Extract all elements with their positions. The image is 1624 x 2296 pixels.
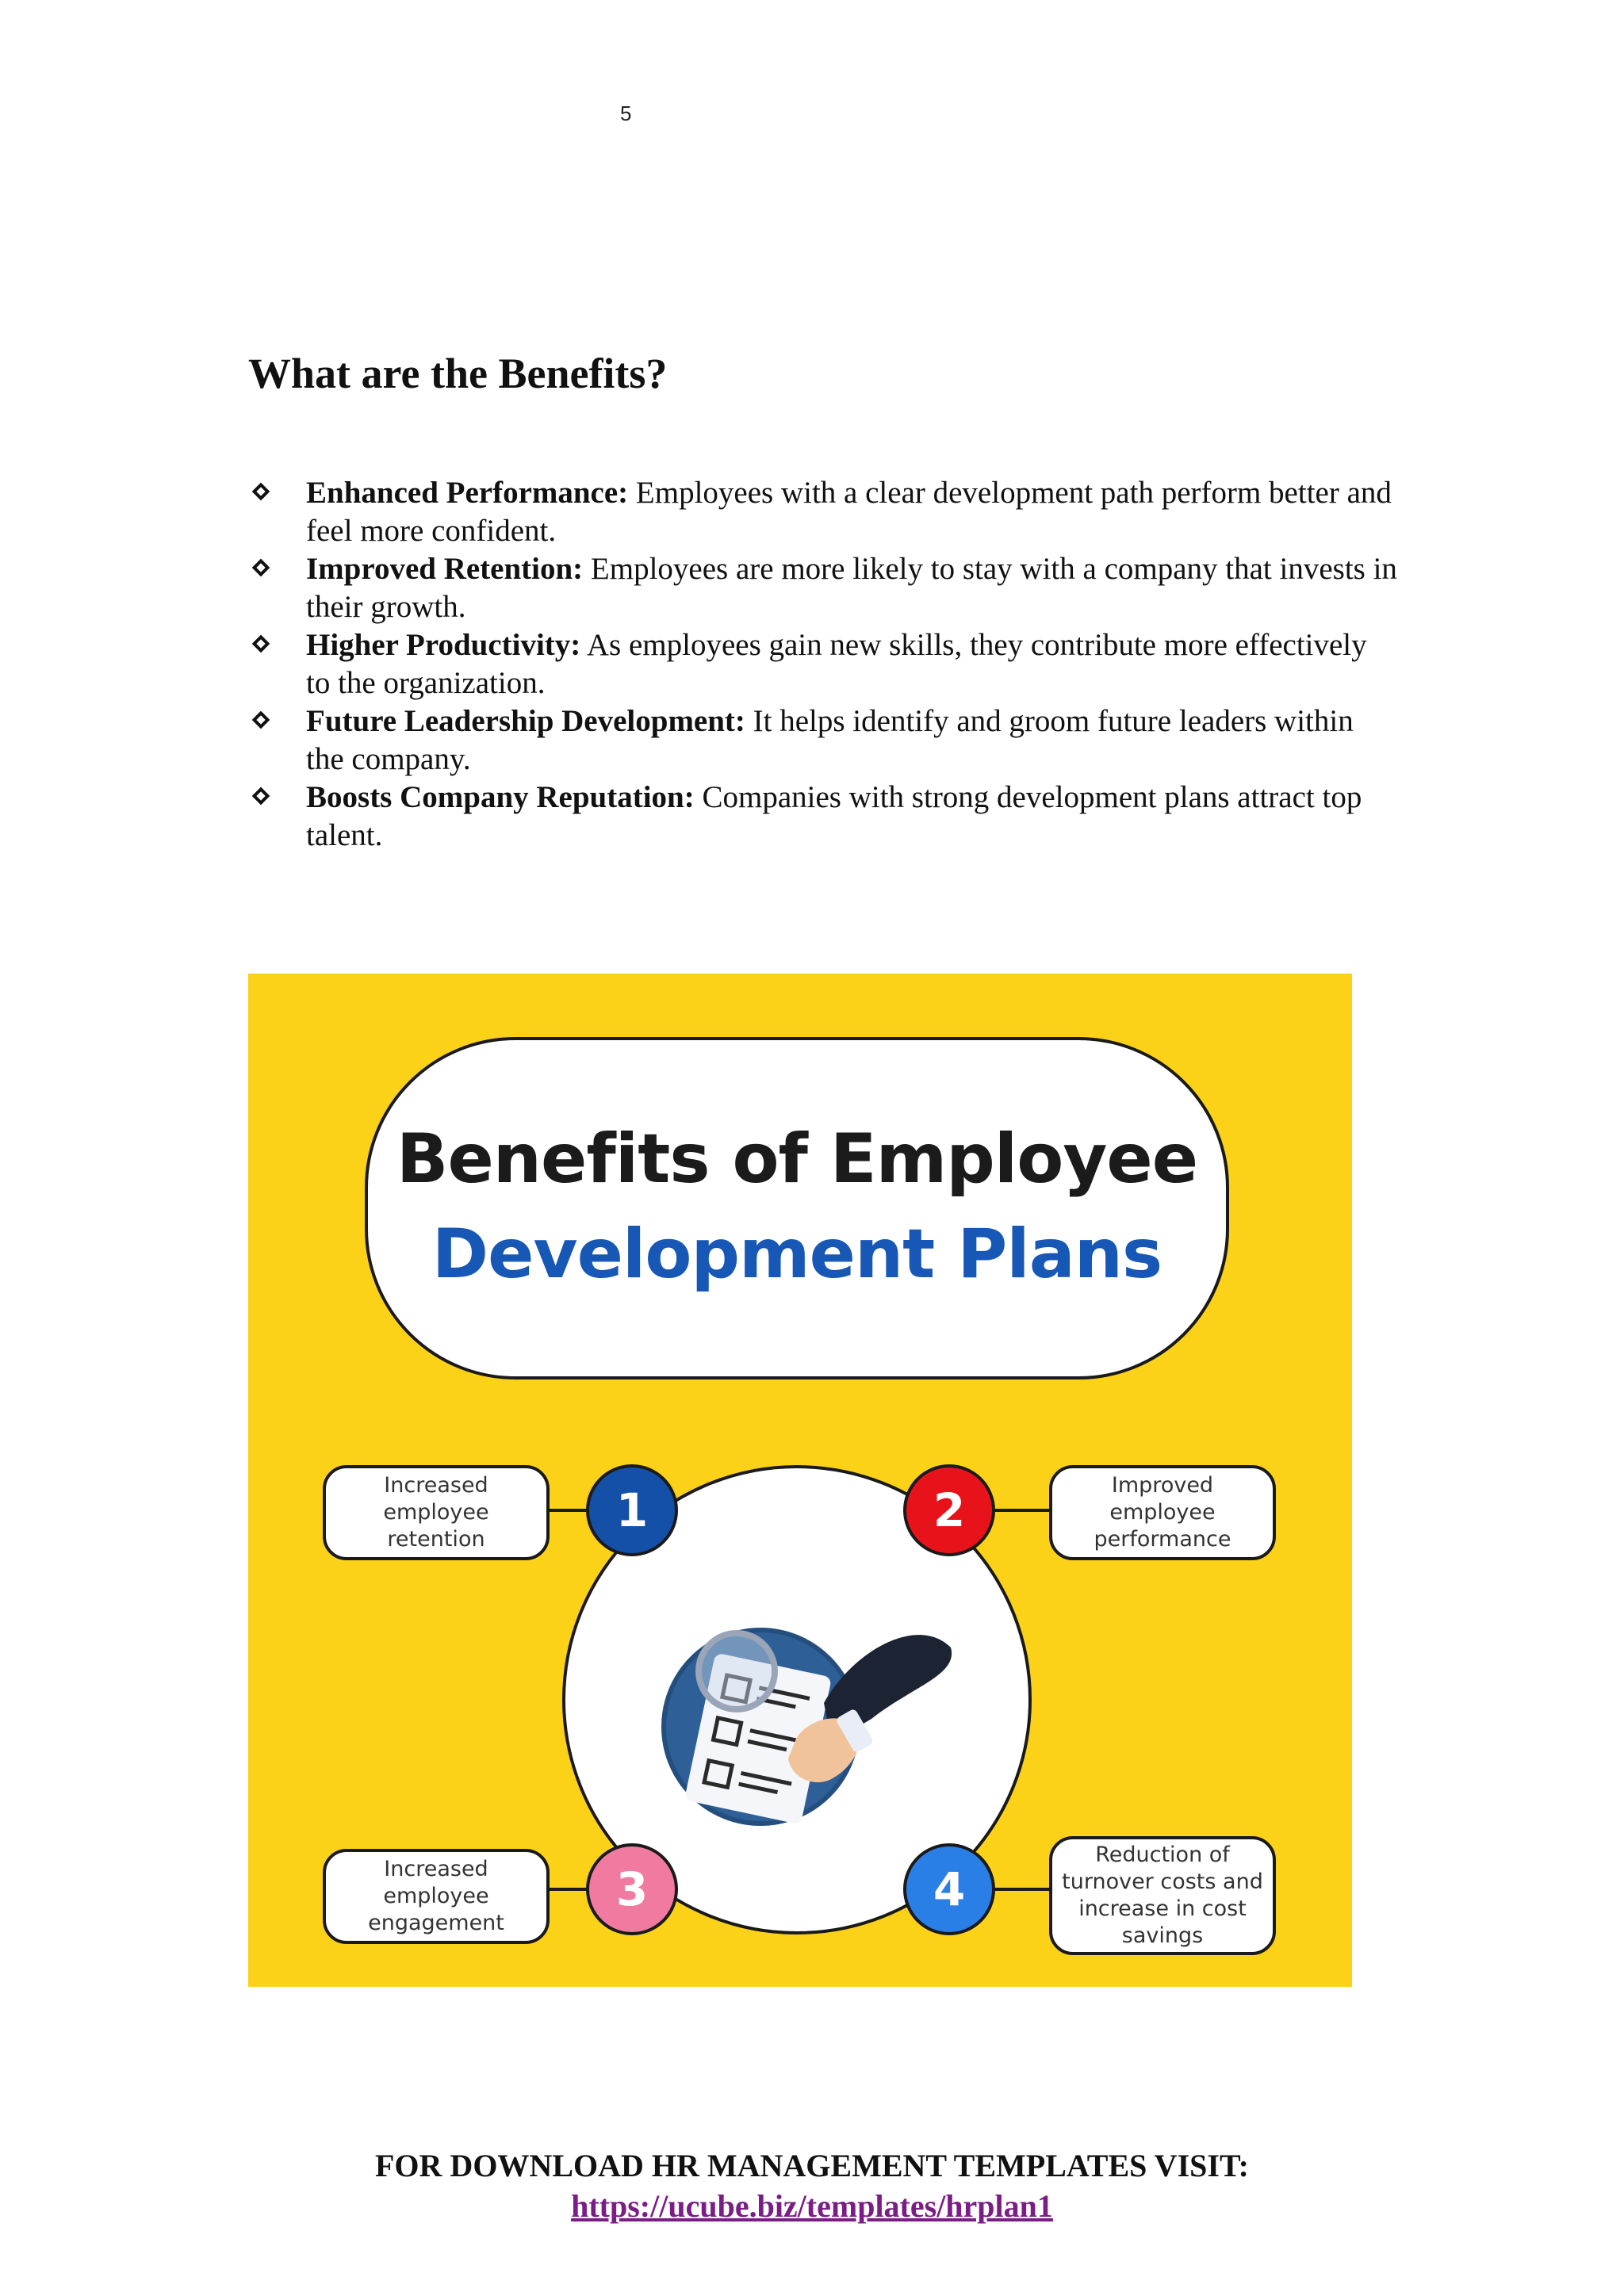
- benefit-label-4: Reduction of turnover costs and increase in cost savings: [1049, 1836, 1276, 1955]
- list-item: [248, 474, 1398, 550]
- number-badge-4: 4: [903, 1843, 995, 1935]
- list-item: [248, 702, 1398, 779]
- number-badge-1: 1: [586, 1464, 678, 1556]
- list-item: [248, 626, 1398, 702]
- infographic-title: Benefits of Employee: [396, 1119, 1198, 1199]
- number-badge-2: 2: [903, 1464, 995, 1556]
- benefit-text: Employees are more likely to stay with a company that invests in their growth.: [306, 552, 1397, 624]
- list-item: [248, 779, 1398, 855]
- download-link[interactable]: https://ucube.biz/templates/hrplan1: [571, 2188, 1053, 2224]
- diamond-bullet-icon: [252, 559, 270, 577]
- infographic-title-card: [365, 1037, 1229, 1380]
- diamond-bullet-icon: [252, 483, 270, 501]
- diamond-bullet-icon: [252, 787, 270, 806]
- benefit-label-2: Improved employee performance: [1049, 1465, 1276, 1560]
- footer: [0, 2147, 1624, 2225]
- page-number: 5: [620, 101, 632, 125]
- benefit-title: Future Leadership Development:: [306, 704, 745, 738]
- checklist-hand-illustration: [657, 1600, 959, 1838]
- diamond-bullet-icon: [252, 711, 270, 729]
- page-heading: What are the Benefits?: [248, 350, 668, 397]
- benefit-label-3: Increased employee engagement: [323, 1849, 550, 1944]
- infographic-subtitle: Development Plans: [431, 1215, 1162, 1294]
- benefits-infographic: [248, 974, 1352, 1987]
- benefit-text: Companies with strong development plans attract top talent.: [306, 780, 1362, 852]
- number-badge-3: 3: [586, 1843, 678, 1935]
- benefit-title: Enhanced Performance:: [306, 476, 629, 510]
- benefit-text: It helps identify and groom future leaders within the company.: [306, 704, 1354, 776]
- benefit-title: Higher Productivity:: [306, 628, 581, 662]
- benefit-title: Boosts Company Reputation:: [306, 780, 695, 814]
- benefit-title: Improved Retention:: [306, 552, 584, 586]
- benefit-text: Employees with a clear development path perform better and feel more confident.: [306, 476, 1392, 548]
- diamond-bullet-icon: [252, 635, 270, 653]
- benefits-list: [248, 474, 1398, 855]
- benefit-text: As employees gain new skills, they contribute more effectively to the organization.: [306, 628, 1367, 700]
- footer-text: FOR DOWNLOAD HR MANAGEMENT TEMPLATES VISIT:: [375, 2148, 1249, 2183]
- benefit-label-1: Increased employee retention: [323, 1465, 550, 1560]
- list-item: [248, 550, 1398, 626]
